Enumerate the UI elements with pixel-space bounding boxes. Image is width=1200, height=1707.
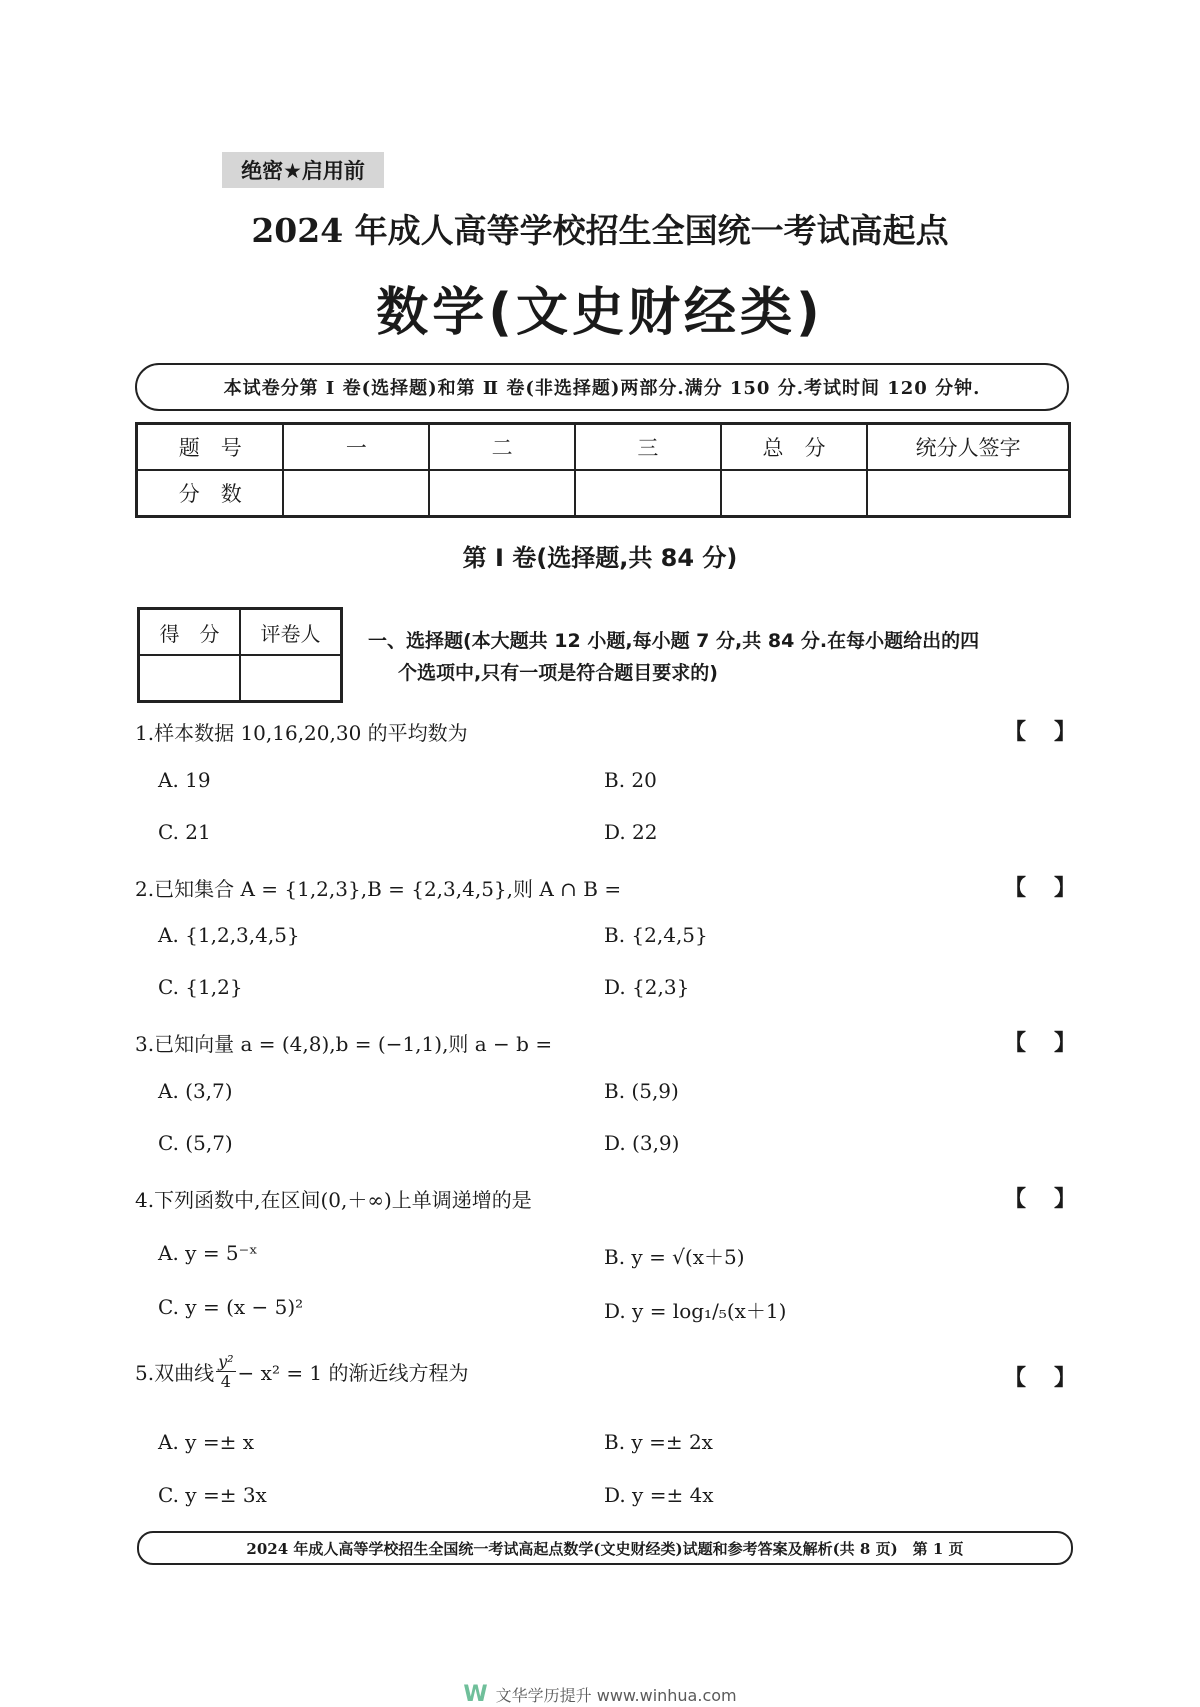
bracket-close: 】 (1053, 1187, 1076, 1212)
q5-stem-post: − x² = 1 的渐近线方程为 (237, 1361, 469, 1385)
q3-option-a: A. (3,7) (158, 1079, 233, 1103)
score-header-cell: 题 号 (137, 424, 284, 471)
answer-bracket-1[interactable] (1004, 715, 1076, 746)
q4-option-c: C. y = (x − 5)² (158, 1295, 304, 1319)
grader-name-label: 评卷人 (240, 609, 342, 656)
q2-stem-pre: 2.已知集合 (135, 877, 241, 901)
page-footer: 2024 年成人高等学校招生全国统一考试高起点数学(文史财经类)试题和参考答案及解析(共 8 页) 第 1 页 (137, 1531, 1073, 1565)
answer-bracket-5[interactable] (1004, 1361, 1076, 1392)
bracket-open: 【 (1004, 1366, 1027, 1391)
q1-option-b: B. 20 (604, 768, 657, 792)
q2-option-c: C. {1,2} (158, 975, 243, 999)
score-cell[interactable] (429, 470, 575, 517)
watermark-logo-icon: W (463, 1682, 488, 1707)
q5-option-c: C. y =± 3x (158, 1483, 267, 1507)
score-table (135, 422, 1071, 518)
q2-option-a: A. {1,2,3,4,5} (158, 923, 300, 947)
watermark-text: 文华学历提升 www.winhua.com (495, 1686, 737, 1705)
q4-option-a: A. y = 5⁻ˣ (158, 1241, 258, 1265)
score-header-cell: 一 (283, 424, 429, 471)
score-cell[interactable] (721, 470, 867, 517)
answer-bracket-2[interactable] (1004, 871, 1076, 902)
bracket-open: 【 (1004, 1187, 1027, 1212)
grader-score-cell[interactable] (139, 655, 241, 702)
question-5 (135, 1352, 469, 1391)
section-heading-line2: 个选项中,只有一项是符合题目要求的) (398, 662, 718, 684)
subject-title: 数学(文史财经类) (376, 283, 824, 343)
q1-option-d: D. 22 (604, 820, 658, 844)
section-heading-line1: 一、选择题(本大题共 12 小题,每小题 7 分,共 84 分.在每小题给出的四 (368, 630, 980, 652)
score-header-cell: 三 (575, 424, 721, 471)
score-cell[interactable] (283, 470, 429, 517)
score-header-cell: 二 (429, 424, 575, 471)
question-4: 4.下列函数中,在区间(0,＋∞)上单调递增的是 (135, 1188, 532, 1212)
q3-stem-math: a = (4,8),b = (−1,1),则 a − b = (240, 1032, 553, 1056)
exam-notice: 本试卷分第 Ⅰ 卷(选择题)和第 Ⅱ 卷(非选择题)两部分.满分 150 分.考试时间 120 分钟. (135, 363, 1069, 411)
q2-stem-math: A = {1,2,3},B = {2,3,4,5},则 A ∩ B = (240, 877, 622, 901)
watermark (0, 1682, 1200, 1707)
bracket-open: 【 (1004, 1031, 1027, 1056)
q2-option-b: B. {2,4,5} (604, 923, 708, 947)
q5-option-b: B. y =± 2x (604, 1430, 713, 1454)
score-cell[interactable] (575, 470, 721, 517)
q2-option-d: D. {2,3} (604, 975, 690, 999)
bracket-close: 】 (1053, 876, 1076, 901)
bracket-close: 】 (1053, 1366, 1076, 1391)
signature-cell[interactable] (867, 470, 1069, 517)
answer-bracket-4[interactable] (1004, 1182, 1076, 1213)
score-header-cell: 统分人签字 (867, 424, 1069, 471)
q3-option-d: D. (3,9) (604, 1131, 680, 1155)
grader-score-label: 得 分 (139, 609, 241, 656)
grader-box (137, 607, 343, 703)
score-header-cell: 总 分 (721, 424, 867, 471)
question-3 (135, 1028, 552, 1057)
confidential-label: 绝密★启用前 (222, 152, 384, 188)
q5-option-a: A. y =± x (158, 1430, 254, 1454)
score-row-label: 分 数 (137, 470, 284, 517)
exam-title: 2024 年成人高等学校招生全国统一考试高起点 (251, 211, 949, 250)
q4-option-b: B. y = √(x＋5) (604, 1245, 745, 1269)
q3-option-c: C. (5,7) (158, 1131, 233, 1155)
section-heading (368, 625, 1068, 689)
fraction-numerator: y² (218, 1352, 234, 1371)
q3-stem-pre: 3.已知向量 (135, 1032, 241, 1056)
part1-title: 第 Ⅰ 卷(选择题,共 84 分) (462, 544, 738, 572)
q1-option-a: A. 19 (158, 768, 211, 792)
bracket-open: 【 (1004, 876, 1027, 901)
q5-fraction (216, 1352, 235, 1391)
bracket-open: 【 (1004, 720, 1027, 745)
answer-bracket-3[interactable] (1004, 1026, 1076, 1057)
q3-option-b: B. (5,9) (604, 1079, 679, 1103)
q5-option-d: D. y =± 4x (604, 1483, 714, 1507)
bracket-close: 】 (1053, 1031, 1076, 1056)
bracket-close: 】 (1053, 720, 1076, 745)
q5-stem-pre: 5.双曲线 (135, 1361, 215, 1385)
q1-option-c: C. 21 (158, 820, 211, 844)
question-2 (135, 873, 621, 902)
q4-option-d: D. y = log₁/₅(x＋1) (604, 1299, 787, 1323)
fraction-denominator: 4 (220, 1372, 231, 1391)
grader-name-cell[interactable] (240, 655, 342, 702)
question-1: 1.样本数据 10,16,20,30 的平均数为 (135, 721, 468, 745)
